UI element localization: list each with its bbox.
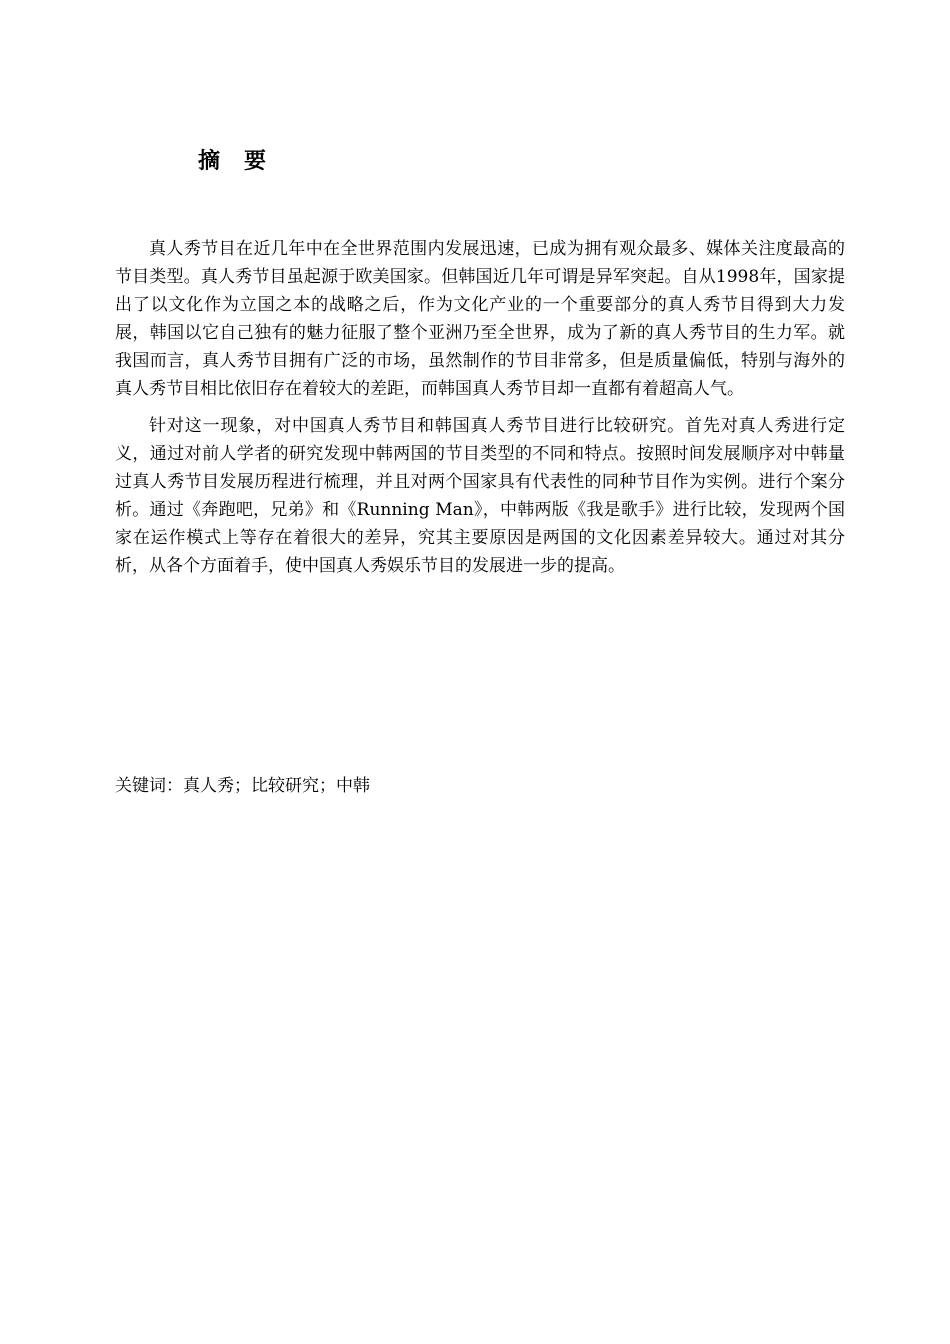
keywords-line: 关键词：真人秀；比较研究；中韩 xyxy=(115,776,370,796)
abstract-title: 摘要 xyxy=(198,148,291,174)
abstract-body xyxy=(115,235,845,589)
abstract-paragraph-2: 针对这一现象，对中国真人秀节目和韩国真人秀节目进行比较研究。首先对真人秀进行定义，通过对前人学者的研究发现中韩两国的节目类型的不同和特点。按照时间发展顺序对中韩量过真人秀节目发展历程进行梳理，并且对两个国家具有代表性的同种节目作为实例。进行个案分析。通过《奔跑吧，兄弟》和《Running Man》，中韩两版《我是歌手》进行比较，发现两个国家在运作模式上等存在着很大的差异，究其主要原因是两国的文化因素差异较大。通过对其分析，从各个方面着手，使中国真人秀娱乐节目的发展进一步的提高。 xyxy=(115,416,845,576)
abstract-paragraph-1: 真人秀节目在近几年中在全世界范围内发展迅速，已成为拥有观众最多、媒体关注度最高的节目类型。真人秀节目虽起源于欧美国家。但韩国近几年可谓是异军突起。自从1998年，国家提出了以文化作为立国之本的战略之后，作为文化产业的一个重要部分的真人秀节目得到大力发展，韩国以它自己独有的魅力征服了整个亚洲乃至全世界，成为了新的真人秀节目的生力军。就我国而言，真人秀节目拥有广泛的市场，虽然制作的节目非常多，但是质量偏低，特别与海外的真人秀节目相比依旧存在着较大的差距，而韩国真人秀节目却一直都有着超高人气。 xyxy=(115,239,845,399)
